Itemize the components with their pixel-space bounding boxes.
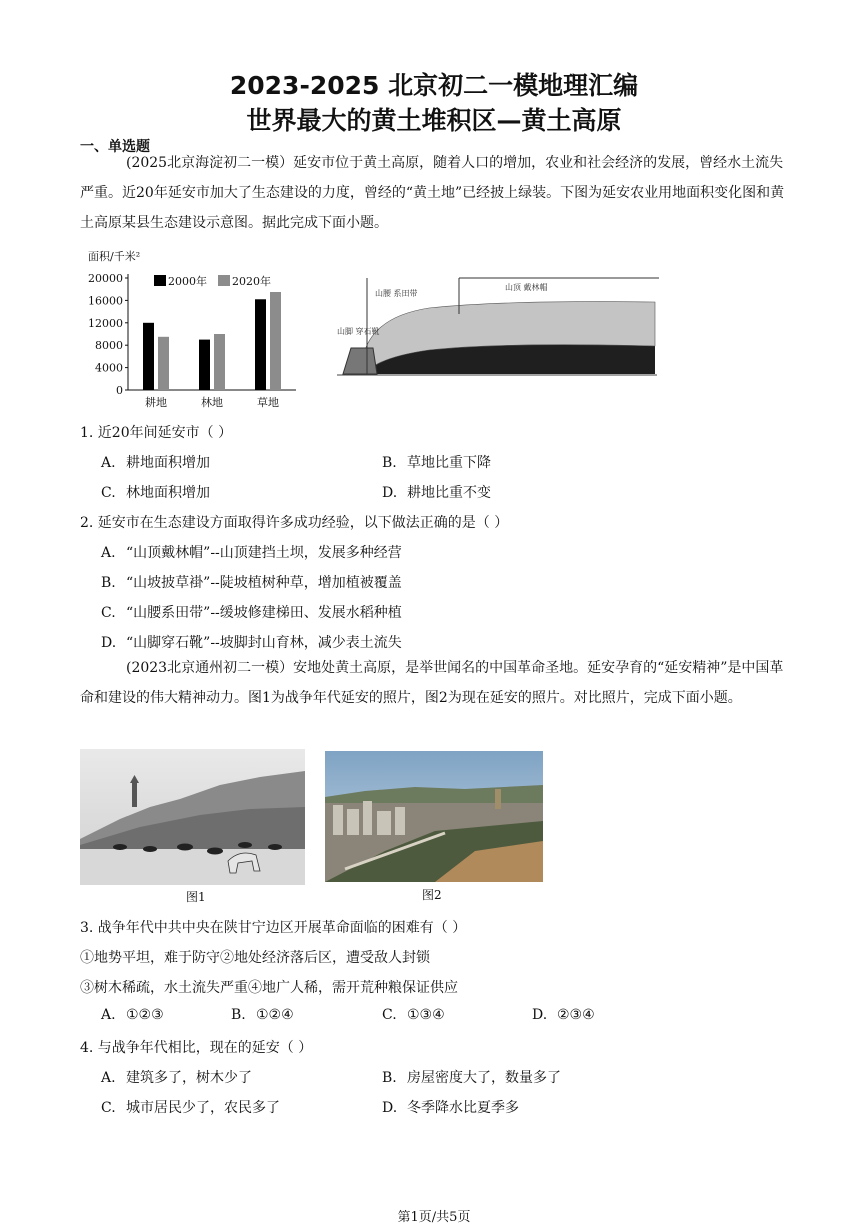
intro-text-1: (2025北京海淀初二一模）延安市位于黄土高原，随着人口的增加，农业和社会经济的发展，曾经水土流失严重。近20年延安市加大了生态建设的力度，曾经的“黄土地”已经披上绿装。下图为延安农业用地面积变化图和黄土高原某县生态建设示意图。据此完成下面小题。 (80, 155, 785, 231)
photo-1-wartime-yanan (80, 749, 305, 885)
q3-statement-line-2: ③树木稀疏，水土流失严重④地广人稀，需开荒种粮保证供应 (80, 980, 458, 996)
legend-swatch (154, 275, 166, 286)
section-heading: 一、单选题 (80, 139, 150, 155)
y-tick-label: 16000 (88, 294, 123, 308)
bar-草地-2000年 (255, 299, 266, 390)
question-3-stem: 3. 战争年代中共中央在陕甘宁边区开展革命面临的困难有（ ） (80, 920, 467, 936)
intro-paragraph-2 (80, 653, 792, 713)
q3-option-a[interactable]: A. ①②③ (101, 1007, 164, 1023)
diagram-label-mid: 山腰 系田带 (375, 289, 418, 298)
intro-text-2: (2023北京通州初二一模）安地处黄土高原，是举世闻名的中国革命圣地。延安孕育的“延安精神”是中国革命和建设的伟大精神动力。图1为战争年代延安的照片，图2为现在延安的照片。对比照片，完成下面小题。 (80, 660, 784, 706)
question-1-stem: 1. 近20年间延安市（ ） (80, 425, 233, 441)
land-use-bar-chart (88, 248, 303, 410)
q2-option-c[interactable]: C. “山腰系田带”--缓坡修建梯田、发展水稻种植 (101, 605, 402, 621)
diagram-label-left: 山脚 穿石靴 (337, 327, 380, 336)
q1-option-c[interactable]: C. 林地面积增加 (101, 485, 210, 501)
y-tick-label: 4000 (95, 361, 123, 375)
y-tick-label: 12000 (88, 316, 123, 330)
y-axis-label: 面积/千米² (88, 250, 141, 263)
bar-林地-2020年 (214, 334, 225, 390)
q3-option-b[interactable]: B. ①②④ (231, 1007, 294, 1023)
q2-option-d[interactable]: D. “山脚穿石靴”--坡脚封山育林，减少表土流失 (101, 635, 402, 651)
photo-1-caption: 图1 (186, 890, 206, 904)
bar-草地-2020年 (270, 292, 281, 390)
question-4-stem: 4. 与战争年代相比，现在的延安（ ） (80, 1040, 313, 1056)
y-tick-label: 20000 (88, 272, 123, 285)
q2-option-a[interactable]: A. “山顶戴林帽”--山顶建挡土坝，发展多种经营 (101, 545, 402, 561)
q3-statement-line-1: ①地势平坦，难于防守②地处经济落后区，遭受敌人封锁 (80, 950, 430, 966)
q4-option-b[interactable]: B. 房屋密度大了，数量多了 (382, 1070, 561, 1086)
photo-2-caption: 图2 (422, 888, 442, 902)
intro-paragraph-1 (80, 148, 792, 238)
legend-swatch (218, 275, 230, 286)
question-2-stem: 2. 延安市在生态建设方面取得许多成功经验，以下做法正确的是（ ） (80, 515, 509, 531)
bar-耕地-2020年 (158, 337, 169, 390)
legend-label: 2020年 (232, 275, 271, 288)
legend-label: 2000年 (168, 275, 207, 288)
eco-construction-diagram (337, 270, 659, 380)
page-footer: 第1页/共5页 (397, 1210, 471, 1225)
diagram-dam-block (343, 348, 377, 374)
q4-option-c[interactable]: C. 城市居民少了，农民多了 (101, 1100, 280, 1116)
q1-option-b[interactable]: B. 草地比重下降 (382, 455, 491, 471)
y-tick-label: 0 (116, 384, 123, 397)
page-subtitle: 世界最大的黄土堆积区—黄土高原 (246, 106, 622, 135)
q4-option-d[interactable]: D. 冬季降水比夏季多 (382, 1100, 519, 1116)
q1-option-d[interactable]: D. 耕地比重不变 (382, 485, 491, 501)
bar-耕地-2000年 (143, 323, 154, 390)
x-category-label: 草地 (257, 396, 279, 409)
q3-option-c[interactable]: C. ①③④ (382, 1007, 445, 1023)
diagram-label-right: 山顶 戴林帽 (505, 283, 548, 292)
q4-option-a[interactable]: A. 建筑多了，树木少了 (101, 1070, 252, 1086)
bar-林地-2000年 (199, 340, 210, 390)
q2-option-b[interactable]: B. “山坡披草褂”--陡坡植树种草，增加植被覆盖 (101, 575, 402, 591)
q3-option-d[interactable]: D. ②③④ (532, 1007, 595, 1023)
y-tick-label: 8000 (95, 339, 123, 353)
x-category-label: 耕地 (145, 396, 167, 409)
q1-option-a[interactable]: A. 耕地面积增加 (101, 455, 210, 471)
x-category-label: 林地 (201, 396, 223, 409)
page-title: 2023-2025 北京初二一模地理汇编 (229, 71, 639, 100)
photo-2-modern-yanan (325, 751, 543, 882)
